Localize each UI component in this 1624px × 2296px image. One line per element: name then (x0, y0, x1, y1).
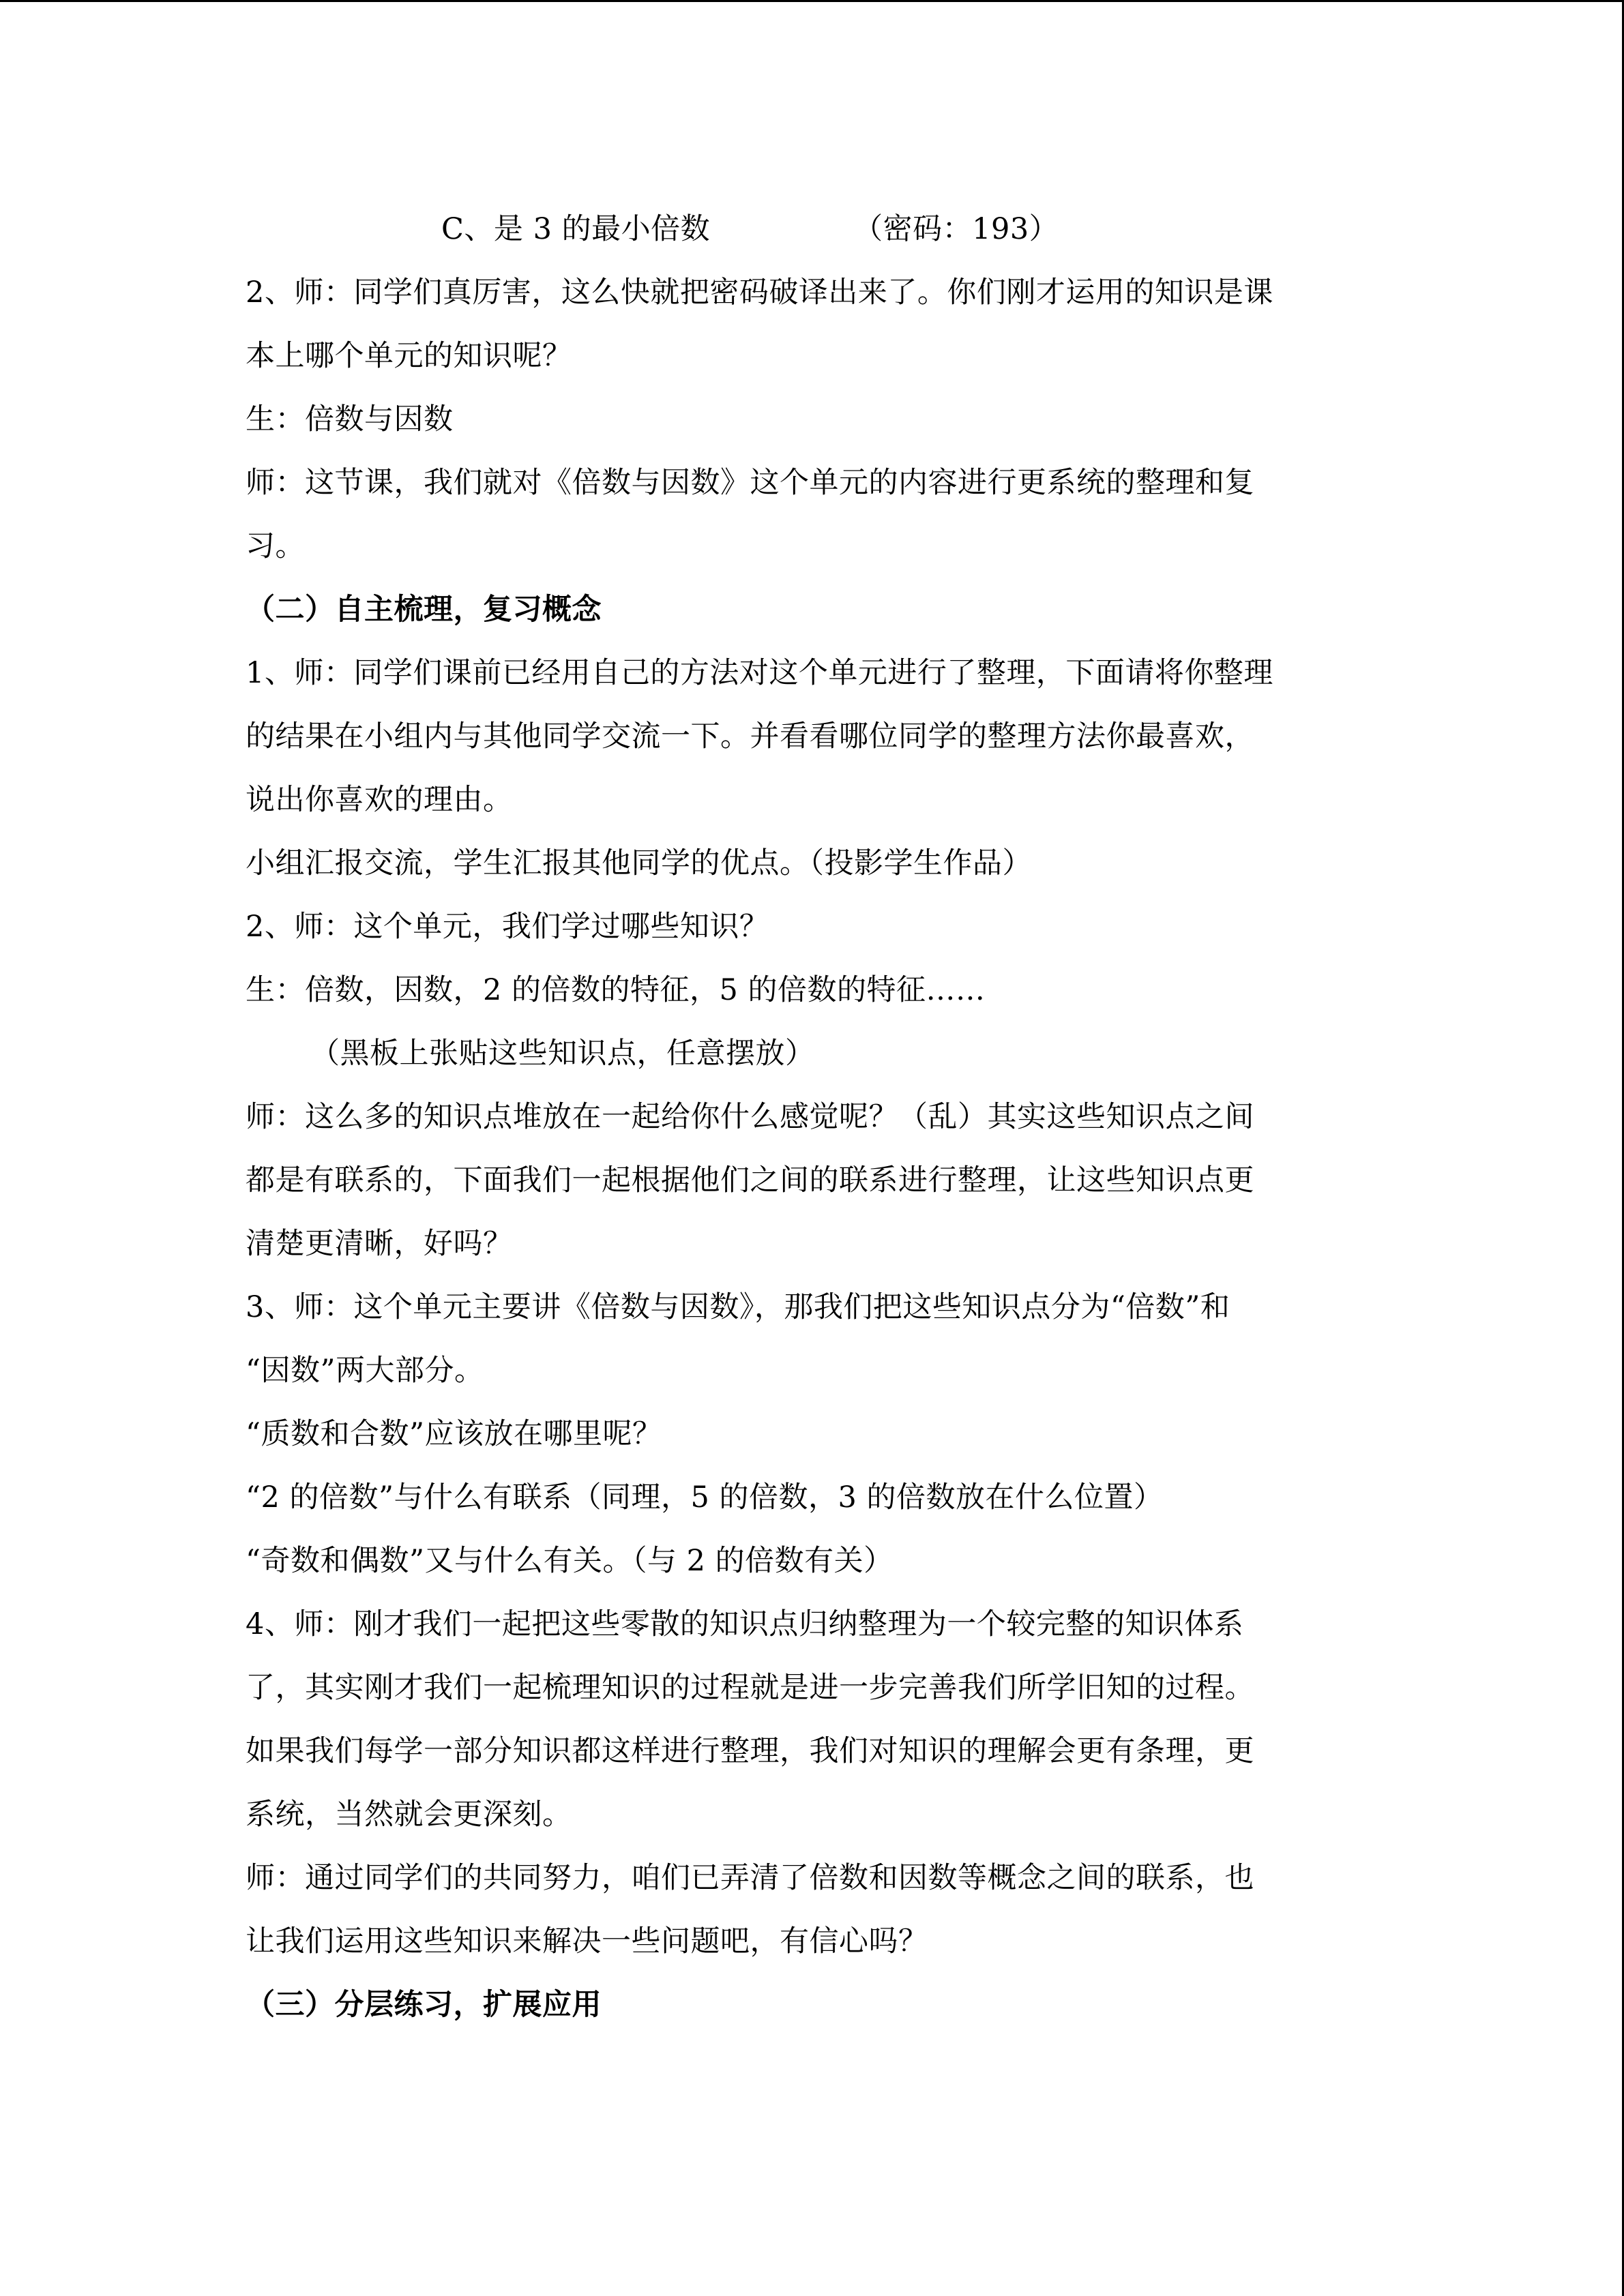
paragraph-line: “奇数和偶数”又与什么有关。（与 2 的倍数有关） (246, 1544, 894, 1578)
paragraph-line: 如果我们每学一部分知识都这样进行整理，我们对知识的理解会更有条理，更 (246, 1734, 1254, 1768)
option-c-text: C、是 3 的最小倍数 (441, 212, 711, 246)
paragraph-line: 让我们运用这些知识来解决一些问题吧，有信心吗？ (246, 1924, 928, 1958)
paragraph-line: 小组汇报交流，学生汇报其他同学的优点。（投影学生作品） (246, 846, 1032, 880)
page-top-border (0, 0, 1624, 2)
paragraph-line: 了，其实刚才我们一起梳理知识的过程就是进一步完善我们所学旧知的过程。 (246, 1671, 1254, 1705)
paragraph-line: 师：这节课，我们就对《倍数与因数》这个单元的内容进行更系统的整理和复 (246, 466, 1254, 500)
paragraph-line: 师：通过同学们的共同努力，咱们已弄清了倍数和因数等概念之间的联系，也 (246, 1861, 1254, 1895)
paragraph-line: 4、师：刚才我们一起把这些零散的知识点归纳整理为一个较完整的知识体系 (246, 1607, 1244, 1641)
paragraph-line: 生：倍数与因数 (246, 402, 454, 436)
paragraph-line: 2、师：这个单元，我们学过哪些知识？ (246, 910, 769, 944)
paragraph-line: 师：这么多的知识点堆放在一起给你什么感觉呢？（乱）其实这些知识点之间 (246, 1100, 1254, 1134)
section-heading-3: （三）分层练习，扩展应用 (246, 1988, 602, 2022)
paragraph-line: 清楚更清晰，好吗？ (246, 1227, 513, 1261)
paragraph-line: 都是有联系的，下面我们一起根据他们之间的联系进行整理，让这些知识点更 (246, 1163, 1254, 1197)
paragraph-line: “质数和合数”应该放在哪里呢？ (246, 1417, 662, 1451)
paragraph-line: “因数”两大部分。 (246, 1354, 484, 1388)
document-body (246, 198, 1378, 2037)
section-heading-2: （二）自主梳理，复习概念 (246, 593, 602, 627)
paragraph-line: 的结果在小组内与其他同学交流一下。并看看哪位同学的整理方法你最喜欢， (246, 719, 1254, 754)
paragraph-line: 本上哪个单元的知识呢？ (246, 339, 572, 373)
paragraph-line: “2 的倍数”与什么有联系（同理，5 的倍数，3 的倍数放在什么位置） (246, 1480, 1164, 1515)
option-c-line (246, 198, 1378, 261)
paragraph-line: 习。 (246, 529, 305, 563)
paragraph-line: 3、师：这个单元主要讲《倍数与因数》，那我们把这些知识点分为“倍数”和 (246, 1290, 1230, 1324)
password-text: （密码：193） (853, 212, 1059, 246)
paragraph-line: 系统，当然就会更深刻。 (246, 1798, 572, 1832)
paragraph-line: 说出你喜欢的理由。 (246, 783, 513, 817)
paragraph-line: 2、师：同学们真厉害，这么快就把密码破译出来了。你们刚才运用的知识是课 (246, 275, 1273, 310)
paragraph-line: 生：倍数，因数，2 的倍数的特征，5 的倍数的特征…… (246, 973, 986, 1007)
note-line: （黑板上张贴这些知识点，任意摆放） (310, 1037, 815, 1071)
paragraph-line: 1、师：同学们课前已经用自己的方法对这个单元进行了整理，下面请将你整理 (246, 656, 1273, 690)
